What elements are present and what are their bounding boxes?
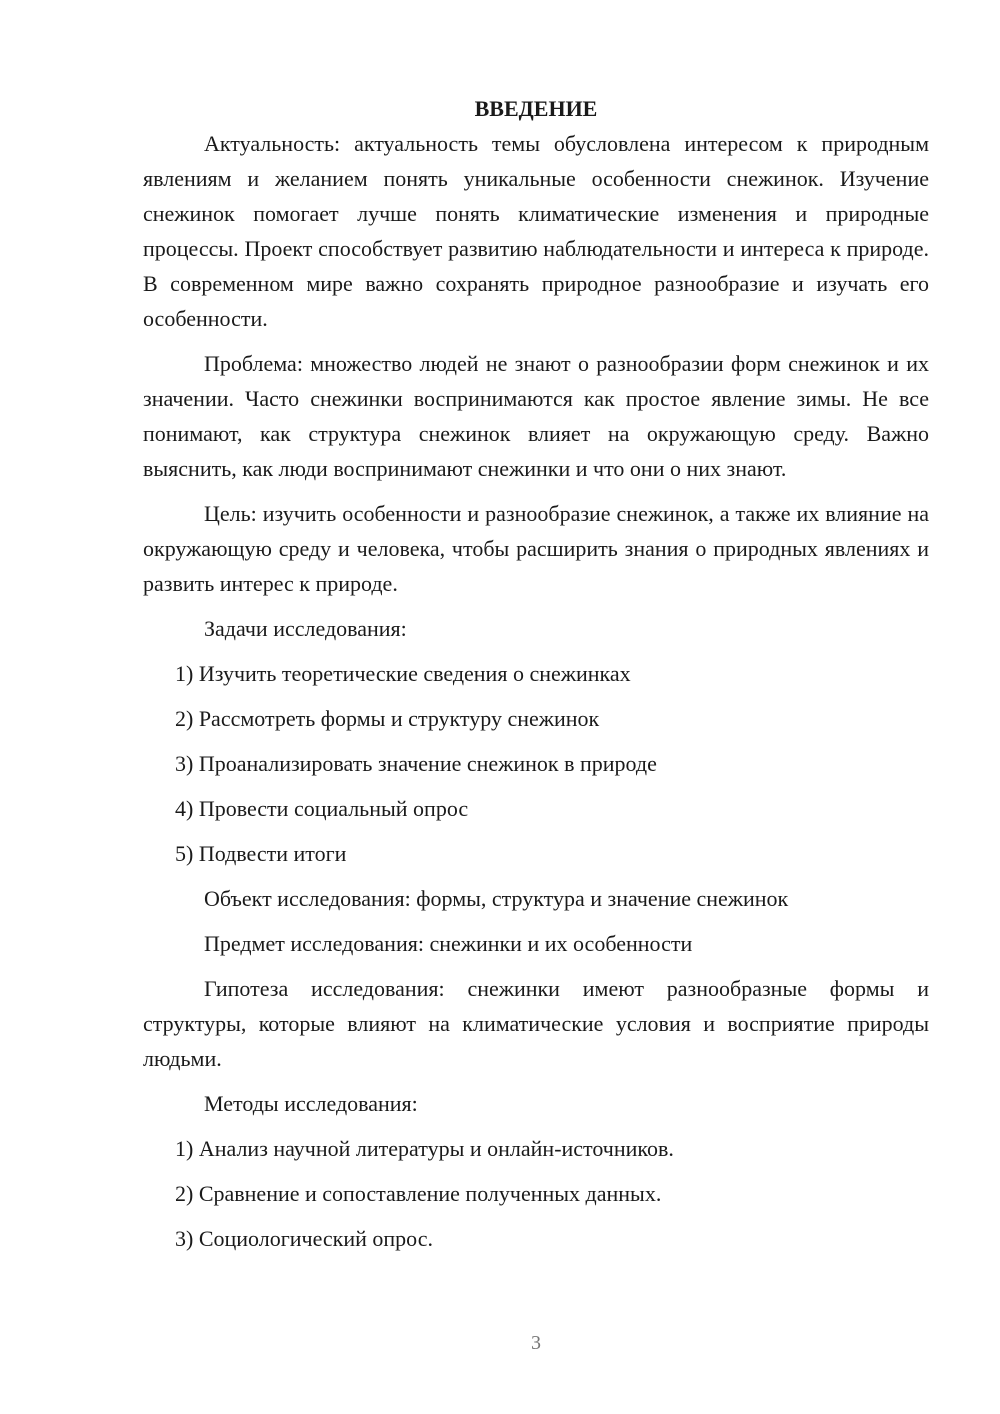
page-number: 3 <box>531 1332 541 1354</box>
tasks-heading: Задачи исследования: <box>204 616 407 641</box>
document-page <box>143 92 929 1266</box>
methods-heading: Методы исследования: <box>204 1091 418 1116</box>
research-object: Объект исследования: формы, структура и значение снежинок <box>204 886 789 911</box>
goal-paragraph: Цель: изучить особенности и разнообразие снежинок, а также их влияние на окружающую среду и человека, чтобы расширить знания о природных явлениях и развить интерес к природе. <box>143 501 929 596</box>
relevance-paragraph: Актуальность: актуальность темы обусловлена интересом к природным явлениям и желанием понять уникальные особенности снежинок. Изучение снежинок помогает лучше понять климатические изменения и природные процессы. Проект способствует развитию наблюдательности и интереса к природе. В современном мире важно сохранять природное разнообразие и изучать его особенности. <box>143 131 929 331</box>
method-item: 2) Сравнение и сопоставление полученных данных. <box>175 1181 662 1206</box>
problem-paragraph: Проблема: множество людей не знают о разнообразии форм снежинок и их значении. Часто снежинки воспринимаются как простое явление зимы. Не все понимают, как структура снежинок влияет на окружающую среду. Важно выяснить, как люди воспринимают снежинки и что они о них знают. <box>143 351 929 481</box>
task-item: 4) Провести социальный опрос <box>175 796 469 821</box>
research-subject: Предмет исследования: снежинки и их особенности <box>204 931 693 956</box>
section-title: ВВЕДЕНИЕ <box>474 96 598 121</box>
method-item: 3) Социологический опрос. <box>175 1226 433 1251</box>
hypothesis-paragraph: Гипотеза исследования: снежинки имеют разнообразные формы и структуры, которые влияют на климатические условия и восприятие природы людьми. <box>143 976 929 1071</box>
task-item: 1) Изучить теоретические сведения о снежинках <box>175 661 631 686</box>
task-item: 5) Подвести итоги <box>175 841 347 866</box>
method-item: 1) Анализ научной литературы и онлайн-источников. <box>175 1136 674 1161</box>
task-item: 3) Проанализировать значение снежинок в природе <box>175 751 657 776</box>
task-item: 2) Рассмотреть формы и структуру снежинок <box>175 706 600 731</box>
